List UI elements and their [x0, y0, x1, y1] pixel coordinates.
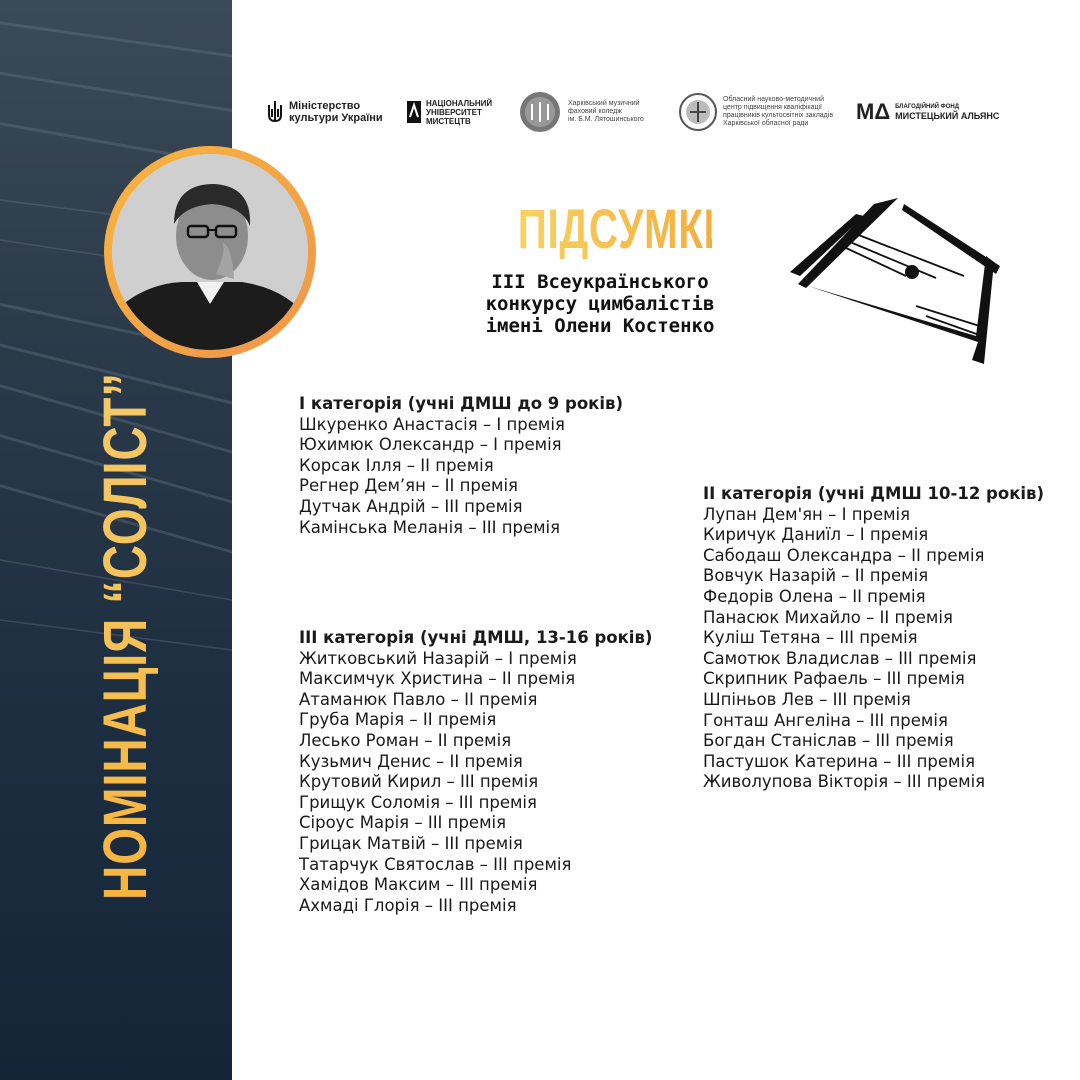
cymbal-drawing-icon [786, 196, 1004, 368]
logo-methodical-center: Обласний науково-методичний центр підвищення кваліфікації працівників культосвітніх закладів Харківської обласної ради [678, 88, 833, 136]
list-item: Федорів Олена – ІІ премія [703, 586, 926, 606]
list-item: Татарчук Святослав – ІІІ премія [299, 854, 572, 874]
list-item: Лупан Дем'ян – І премія [703, 504, 911, 524]
list-item: Максимчук Христина – ІІ премія [299, 669, 576, 689]
category-heading: ІІІ категорія (учні ДМШ, 13-16 років) [299, 628, 653, 647]
category-3 [299, 628, 652, 916]
category-heading: ІІ категорія (учні ДМШ 10-12 років) [703, 484, 1045, 503]
list-item: Камінська Меланія – ІІІ премія [299, 517, 561, 537]
list-item: Лесько Роман – ІІ премія [299, 730, 512, 750]
list-item: Пастушок Катерина – ІІІ премія [703, 751, 976, 771]
category-1 [299, 394, 623, 538]
list-item: Живолупова Вікторія – ІІІ премія [703, 772, 986, 792]
list-item: Сабодаш Олександра – ІІ премія [703, 545, 985, 565]
list-item: Вовчук Назарій – ІІ премія [703, 566, 929, 586]
list-item: Самотюк Владислав – ІІІ премія [703, 648, 977, 668]
subtitle-line: III Всеукраїнського [491, 271, 709, 293]
list-item: Куліш Тетяна – ІІІ премія [703, 628, 918, 648]
logo-music-college: Харківський музичний фаховий коледж ім. Б.М. Лятошинського [518, 88, 644, 136]
center-seal-icon [678, 90, 718, 134]
subtitle-line: імені Олени Костенко [485, 315, 715, 337]
list-item: Корсак Ілля – ІІ премія [299, 455, 494, 475]
list-item: Шкуренко Анастасія – І премія [299, 414, 565, 434]
list-item: Житковський Назарій – І премія [299, 648, 577, 668]
logo-art-alliance: MΔ БЛАГОДІЙНИЙ ФОНД МИСТЕЦЬКИЙ АЛЬЯНС [856, 99, 1000, 124]
college-seal-icon [518, 90, 562, 134]
page-title: ПІДСУМКИ [517, 197, 734, 260]
person-silhouette-icon [112, 154, 308, 350]
list-item: Крутовий Кирил – ІІІ премія [299, 772, 539, 792]
logo-ministry: Міністерство культури України [266, 88, 383, 136]
list-item: Груба Марія – ІІ премія [299, 710, 497, 730]
subtitle-line: конкурсу цимбалістів [485, 293, 715, 315]
category-heading: І категорія (учні ДМШ до 9 років) [299, 394, 624, 413]
list-item: Хамідов Максим – ІІІ премія [299, 875, 538, 895]
list-item: Скрипник Рафаель – ІІІ премія [703, 669, 965, 689]
university-emblem-icon [406, 99, 422, 125]
list-item: Юхимюк Олександр – І премія [299, 435, 562, 455]
logo-university: НАЦІОНАЛЬНИЙ УНІВЕРСИТЕТ МИСТЕЦТВ [406, 88, 492, 136]
nomination-title: НОМІНАЦІЯ “СОЛІСТ” [91, 372, 159, 901]
alliance-mark-icon: MΔ [856, 99, 891, 124]
list-item: Гонташ Ангеліна – ІІІ премія [703, 710, 948, 730]
page-subtitle [440, 271, 760, 337]
list-item: Кузьмич Денис – ІІ премія [299, 751, 523, 771]
list-item: Грицак Матвій – ІІІ премія [299, 833, 523, 853]
list-item: Богдан Станіслав – ІІІ премія [703, 731, 954, 751]
category-2 [703, 484, 1044, 793]
trident-icon [266, 99, 284, 125]
list-item: Ахмаді Глорія – ІІІ премія [299, 895, 517, 915]
list-item: Шпіньов Лев – ІІІ премія [703, 689, 911, 709]
list-item: Киричук Даниїл – І премія [703, 525, 929, 545]
list-item: Сіроус Марія – ІІІ премія [299, 813, 507, 833]
portrait-photo [112, 154, 308, 350]
list-item: Панасюк Михайло – ІІ премія [703, 607, 953, 627]
list-item: Дутчак Андрій – ІІІ премія [299, 496, 523, 516]
list-item: Грищук Соломія – ІІІ премія [299, 792, 537, 812]
portrait-frame [104, 146, 316, 358]
list-item: Атаманюк Павло – ІІ премія [299, 689, 538, 709]
list-item: Регнер Дем’ян – ІІ премія [299, 476, 518, 496]
partner-logos [262, 88, 1042, 136]
